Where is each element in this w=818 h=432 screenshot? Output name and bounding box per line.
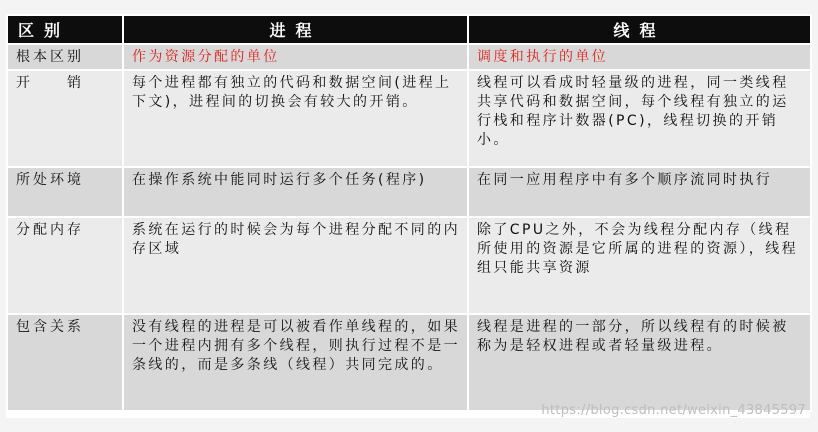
row-label: 所处环境 xyxy=(7,167,123,217)
thread-cell: 在同一应用程序中有多个顺序流同时执行 xyxy=(468,167,811,217)
row-label: 包含关系 xyxy=(7,314,123,411)
header-thread: 线程 xyxy=(468,15,811,44)
thread-cell: 线程是进程的一部分，所以线程有的时候被称为是轻权进程或者轻量级进程。 xyxy=(468,314,811,411)
header-process: 进程 xyxy=(123,15,468,44)
watermark-url: https://blog.csdn.net/weixin_43845597 xyxy=(541,403,806,418)
process-cell: 每个进程都有独立的代码和数据空间(进程上下文)，进程间的切换会有较大的开销。 xyxy=(123,70,468,167)
row-label: 根本区别 xyxy=(7,44,123,70)
process-cell: 系统在运行的时候会为每个进程分配不同的内存区域 xyxy=(123,217,468,314)
process-cell: 作为资源分配的单位 xyxy=(123,44,468,70)
comparison-table-frame xyxy=(6,14,810,418)
thread-cell: 调度和执行的单位 xyxy=(468,44,811,70)
table-row-memory xyxy=(7,217,811,314)
table-row-overhead xyxy=(7,70,811,167)
table-header-row xyxy=(7,15,811,44)
process-thread-comparison-table xyxy=(6,14,812,412)
table-row-fundamental xyxy=(7,44,811,70)
row-label: 分配内存 xyxy=(7,217,123,314)
thread-cell: 线程可以看成时轻量级的进程，同一类线程共享代码和数据空间，每个线程有独立的运行栈和程序计数器(PC)，线程切换的开销小。 xyxy=(468,70,811,167)
process-cell: 没有线程的进程是可以被看作单线程的，如果一个进程内拥有多个线程，则执行过程不是一条线的，而是多条线（线程）共同完成的。 xyxy=(123,314,468,411)
table-row-containment xyxy=(7,314,811,411)
table-row-environment xyxy=(7,167,811,217)
header-difference: 区别 xyxy=(7,15,123,44)
row-label: 开 销 xyxy=(7,70,123,167)
thread-cell: 除了CPU之外，不会为线程分配内存（线程所使用的资源是它所属的进程的资源），线程组只能共享资源 xyxy=(468,217,811,314)
process-cell: 在操作系统中能同时运行多个任务(程序) xyxy=(123,167,468,217)
